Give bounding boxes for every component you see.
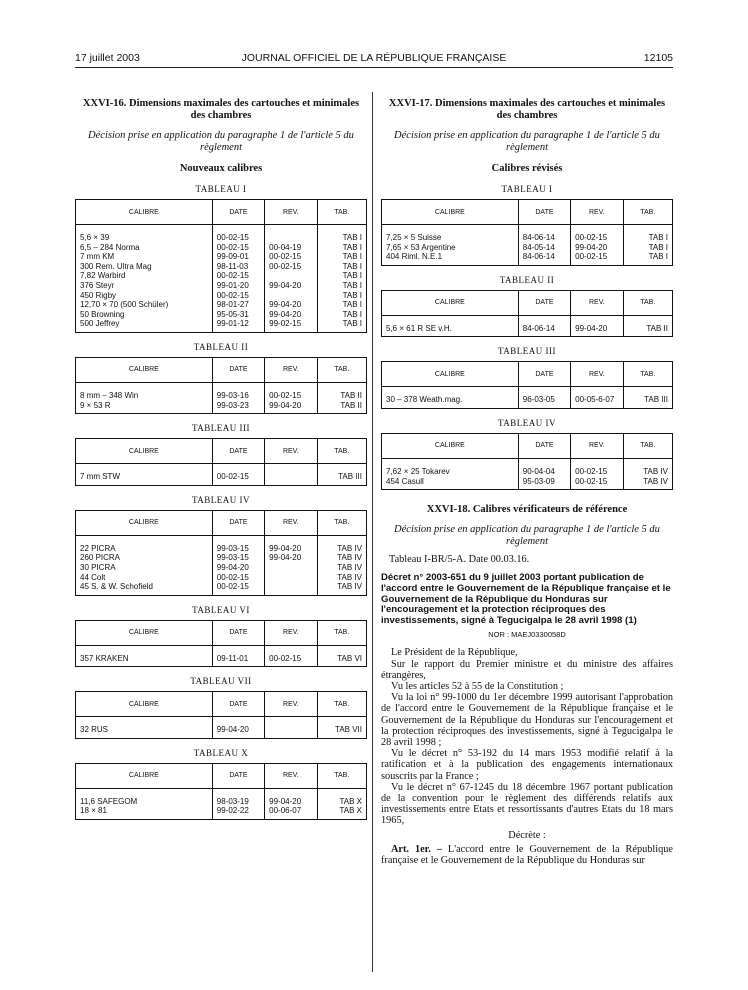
left-column: [75, 98, 367, 820]
calibre-cell: 18 × 81: [76, 806, 213, 819]
column-header-date: DATE: [212, 692, 264, 717]
calibre-cell: 30 – 378 Weath.mag.: [382, 387, 519, 409]
date-cell: 95-03-09: [518, 477, 570, 490]
column-separator: [372, 92, 373, 972]
table-row: [76, 262, 367, 272]
calibre-cell: 454 Casull: [382, 477, 519, 490]
tab-cell: TAB I: [648, 233, 668, 242]
tab-cell: TAB I: [342, 271, 362, 281]
table-header-row: [382, 433, 673, 458]
tab-cell: TAB I: [342, 300, 362, 310]
table-row: [76, 401, 367, 414]
calibre-cell: 300 Rem. Ultra Mag: [76, 262, 213, 272]
column-header-tab: TAB.: [317, 200, 366, 225]
date-cell: 99-03-23: [212, 401, 264, 414]
tab-cell: TAB I: [342, 319, 362, 329]
table-header-row: [76, 692, 367, 717]
rev-cell: [265, 271, 317, 281]
decree-paragraph: Vu les articles 52 à 55 de la Constitution ;: [391, 680, 564, 692]
date-cell: 99-01-20: [212, 281, 264, 291]
table-header-row: [76, 357, 367, 382]
table-row: [76, 788, 367, 806]
column-header-rev: REV.: [571, 362, 623, 387]
table-row: [76, 563, 367, 573]
calibre-cell: 404 Riml. N.E.1: [382, 252, 519, 265]
rev-cell: [265, 291, 317, 301]
column-header-rev: REV.: [571, 290, 623, 315]
column-header-tab: TAB.: [317, 620, 366, 645]
date-cell: 00-02-15: [212, 573, 264, 583]
table-row: [76, 717, 367, 739]
tab-cell: TAB X: [339, 806, 362, 816]
column-header-tab: TAB.: [623, 200, 672, 225]
date-cell: 00-02-15: [212, 243, 264, 253]
calibre-cell: 8 mm – 348 Win: [76, 382, 213, 400]
date-cell: 84-05-14: [518, 243, 570, 253]
column-header-date: DATE: [212, 763, 264, 788]
tab-cell: TAB I: [342, 309, 362, 319]
section-18-text: Tableau I-BR/5-A. Date 00.03.16.: [389, 554, 530, 566]
rev-cell: 99-02-15: [265, 319, 317, 332]
column-header-calibre: CALIBRE: [382, 433, 519, 458]
date-cell: 99-03-16: [212, 382, 264, 400]
column-header-date: DATE: [518, 200, 570, 225]
calibre-cell: 44 Colt: [76, 573, 213, 583]
table-header-row: [382, 362, 673, 387]
date-cell: 09-11-01: [212, 645, 264, 667]
date-cell: 99-03-15: [212, 553, 264, 563]
column-header-tab: TAB.: [317, 439, 366, 464]
rev-cell: [265, 717, 317, 739]
rev-cell: 99-04-20: [265, 281, 317, 291]
date-cell: 99-02-22: [212, 806, 264, 819]
column-header-tab: TAB.: [317, 357, 366, 382]
section-17-title: XXVI-17. Dimensions maximales des cartouches et minimales des chambres: [388, 98, 666, 121]
section-16-decision: Décision prise en application du paragraphe 1 de l'article 5 du règlement: [88, 130, 354, 153]
table-label: TABLEAU IV: [497, 417, 557, 428]
section-17-decision: Décision prise en application du paragraphe 1 de l'article 5 du règlement: [394, 130, 660, 153]
rev-cell: 00-02-15: [571, 458, 623, 476]
column-header-rev: REV.: [265, 357, 317, 382]
table-label: TABLEAU III: [191, 423, 250, 434]
tab-cell: TAB I: [342, 252, 362, 262]
table-row: [76, 382, 367, 400]
column-header-calibre: CALIBRE: [76, 692, 213, 717]
calibre-cell: 5,6 × 61 R SE v.H.: [382, 315, 519, 337]
calibre-cell: 260 PICRA: [76, 553, 213, 563]
rev-cell: 99-04-20: [265, 310, 317, 320]
rev-cell: 00-04-19: [265, 243, 317, 253]
column-header-calibre: CALIBRE: [76, 620, 213, 645]
calibre-table: [75, 199, 367, 333]
table-row: [76, 645, 367, 667]
column-header-tab: TAB.: [623, 290, 672, 315]
decree-paragraph: Vu le décret n° 53-192 du 14 mars 1953 modifié relatif à la ratification et à la publication des engagements internationaux souscrits par la France ;: [381, 748, 673, 782]
calibre-table: [75, 510, 367, 596]
calibre-cell: 7,65 × 53 Argentine: [382, 243, 519, 253]
column-header-date: DATE: [212, 620, 264, 645]
table-row: [76, 271, 367, 281]
rev-cell: 00-02-15: [265, 645, 317, 667]
tab-cell: TAB I: [342, 280, 362, 290]
article-1: [381, 844, 673, 866]
table-row: [382, 458, 673, 476]
date-cell: 99-03-15: [212, 535, 264, 553]
column-header-calibre: CALIBRE: [382, 290, 519, 315]
decrete-label: Décrète :: [508, 829, 546, 841]
date-cell: 00-02-15: [212, 271, 264, 281]
rev-cell: 00-02-15: [571, 252, 623, 265]
column-header-tab: TAB.: [623, 362, 672, 387]
column-header-date: DATE: [212, 439, 264, 464]
tab-cell: TAB IV: [643, 476, 668, 486]
table-row: [76, 319, 367, 332]
table-row: [76, 252, 367, 262]
table-row: [76, 281, 367, 291]
rev-cell: 00-02-15: [571, 225, 623, 243]
rev-cell: 99-04-20: [265, 553, 317, 563]
calibre-cell: 450 Rigby: [76, 291, 213, 301]
calibre-cell: 30 PICRA: [76, 563, 213, 573]
rev-cell: [265, 573, 317, 583]
column-header-date: DATE: [518, 290, 570, 315]
rev-cell: [265, 582, 317, 595]
column-header-calibre: CALIBRE: [382, 362, 519, 387]
tab-cell: TAB IV: [337, 582, 362, 592]
date-cell: 99-04-20: [212, 563, 264, 573]
right-column: [381, 98, 673, 866]
column-header-date: DATE: [212, 357, 264, 382]
date-cell: 00-02-15: [212, 464, 264, 486]
section-18-title: XXVI-18. Calibres vérificateurs de référence: [426, 504, 628, 516]
table-row: [382, 477, 673, 490]
column-header-calibre: CALIBRE: [76, 357, 213, 382]
calibre-table: [75, 438, 367, 486]
calibre-cell: 6,5 – 284 Norma: [76, 243, 213, 253]
tab-cell: TAB IV: [337, 553, 362, 563]
date-cell: 99-01-12: [212, 319, 264, 332]
date-cell: 95-05-31: [212, 310, 264, 320]
table-label: TABLEAU I: [195, 184, 247, 194]
date-cell: 90-04-04: [518, 458, 570, 476]
calibre-cell: 5,6 × 39: [76, 225, 213, 243]
tab-cell: TAB I: [342, 233, 362, 242]
right-tables: [381, 184, 673, 490]
section-16-title: XXVI-16. Dimensions maximales des cartouches et minimales des chambres: [82, 98, 360, 121]
tab-cell: TAB I: [648, 242, 668, 252]
calibre-cell: 7 mm KM: [76, 252, 213, 262]
table-row: [76, 310, 367, 320]
table-header-row: [76, 620, 367, 645]
calibre-table: [381, 199, 673, 266]
calibre-cell: 50 Browning: [76, 310, 213, 320]
table-header-row: [76, 763, 367, 788]
table-row: [382, 387, 673, 409]
column-header-rev: REV.: [265, 692, 317, 717]
calibre-cell: 7,25 × 5 Suisse: [382, 225, 519, 243]
column-header-tab: TAB.: [317, 763, 366, 788]
date-cell: 84-06-14: [518, 225, 570, 243]
tab-cell: TAB II: [340, 390, 362, 400]
tab-cell: TAB IV: [337, 562, 362, 572]
table-row: [76, 464, 367, 486]
rev-cell: 99-04-20: [571, 243, 623, 253]
column-header-rev: REV.: [265, 200, 317, 225]
decree-title: Décret n° 2003-651 du 9 juillet 2003 portant publication de l'accord entre le Gouvernement de la République française et le Gouvernement de la République du Honduras sur l'encouragement et la protection réciproques des investissements, signé à Tegucigalpa le 28 avril 1998 (1): [381, 572, 671, 626]
decree-paragraph: Vu le décret n° 67-1245 du 18 décembre 1967 portant publication de la convention pour le règlement des différends relatifs aux investissements entre Etats et ressortissants d'autres Etats du 18 mars 1965,: [381, 781, 673, 827]
date-cell: 84-06-14: [518, 315, 570, 337]
table-row: [382, 243, 673, 253]
header-rule: [75, 67, 673, 68]
column-header-date: DATE: [518, 362, 570, 387]
calibre-table: [75, 620, 367, 668]
rev-cell: 99-04-20: [265, 535, 317, 553]
article-1-text: L'accord entre le Gouvernement de la République française et le Gouvernement de la République du Honduras sur: [381, 843, 673, 866]
tab-cell: TAB III: [338, 472, 362, 482]
table-row: [76, 535, 367, 553]
table-row: [76, 582, 367, 595]
table-label: TABLEAU VI: [192, 604, 250, 615]
calibre-cell: 376 Steyr: [76, 281, 213, 291]
table-label: TABLEAU III: [497, 346, 556, 357]
tab-cell: TAB IV: [337, 572, 362, 582]
tab-cell: TAB I: [342, 242, 362, 252]
tab-cell: TAB I: [648, 252, 668, 262]
table-header-row: [382, 290, 673, 315]
calibre-table: [381, 290, 673, 338]
rev-cell: 00-02-15: [571, 477, 623, 490]
table-header-row: [76, 510, 367, 535]
section-16-subtitle: Nouveaux calibres: [179, 163, 263, 174]
date-cell: 00-02-15: [212, 582, 264, 595]
date-cell: 98-03-19: [212, 788, 264, 806]
column-header-tab: TAB.: [317, 510, 366, 535]
table-header-row: [76, 200, 367, 225]
rev-cell: 99-04-20: [265, 788, 317, 806]
column-header-tab: TAB.: [623, 433, 672, 458]
table-label: TABLEAU II: [499, 274, 555, 285]
article-1-label: Art. 1er. –: [391, 843, 442, 855]
calibre-cell: 9 × 53 R: [76, 401, 213, 414]
table-row: [76, 225, 367, 243]
table-label: TABLEAU VII: [190, 676, 252, 687]
calibre-cell: 500 Jeffrey: [76, 319, 213, 332]
date-cell: 98-11-03: [212, 262, 264, 272]
calibre-cell: 32 RUS: [76, 717, 213, 739]
page-number: 12105: [643, 52, 673, 64]
table-row: [76, 553, 367, 563]
calibre-table: [381, 361, 673, 409]
column-header-calibre: CALIBRE: [76, 510, 213, 535]
calibre-cell: 11,6 SAFEGOM: [76, 788, 213, 806]
table-row: [76, 573, 367, 583]
header-date: 17 juillet 2003: [75, 52, 140, 64]
decree-body: [381, 647, 673, 826]
tab-cell: TAB VI: [337, 653, 362, 663]
calibre-cell: 22 PICRA: [76, 535, 213, 553]
rev-cell: 00-06-07: [265, 806, 317, 819]
table-row: [382, 315, 673, 337]
table-label: TABLEAU I: [501, 184, 553, 194]
rev-cell: 99-04-20: [265, 300, 317, 310]
table-label: TABLEAU IV: [191, 494, 251, 505]
section-17-subtitle: Calibres révisés: [491, 163, 563, 174]
column-header-date: DATE: [212, 510, 264, 535]
rev-cell: 00-02-15: [265, 252, 317, 262]
tab-cell: TAB X: [339, 796, 362, 806]
calibre-table: [75, 357, 367, 414]
tab-cell: TAB IV: [337, 543, 362, 553]
tab-cell: TAB II: [340, 400, 362, 410]
rev-cell: 00-05-6-07: [571, 387, 623, 409]
date-cell: 00-02-15: [212, 225, 264, 243]
date-cell: 00-02-15: [212, 291, 264, 301]
column-header-rev: REV.: [571, 200, 623, 225]
calibre-cell: 7,82 Warbird: [76, 271, 213, 281]
left-tables: [75, 184, 367, 820]
decree-paragraph: Sur le rapport du Premier ministre et du ministre des affaires étrangères,: [381, 658, 673, 681]
rev-cell: 00-02-15: [265, 382, 317, 400]
column-header-date: DATE: [212, 200, 264, 225]
column-header-rev: REV.: [265, 620, 317, 645]
table-row: [76, 806, 367, 819]
date-cell: 84-06-14: [518, 252, 570, 265]
table-header-row: [76, 439, 367, 464]
column-header-calibre: CALIBRE: [76, 200, 213, 225]
tab-cell: TAB III: [644, 395, 668, 405]
calibre-cell: 12,70 × 70 (500 Schüler): [76, 300, 213, 310]
column-header-calibre: CALIBRE: [76, 439, 213, 464]
rev-cell: [265, 563, 317, 573]
table-row: [382, 252, 673, 265]
column-header-rev: REV.: [265, 510, 317, 535]
decree-paragraph: Vu la loi n° 99-1000 du 1er décembre 1999 autorisant l'approbation de l'accord entre le Gouvernement de la République française et le Gouvernement de la République du Honduras sur l'encouragement et la protection réciproques des investissements, signé à Tegucigalpa le 28 avril 1998 ;: [381, 692, 673, 748]
tab-cell: TAB IV: [643, 466, 668, 476]
column-header-rev: REV.: [265, 763, 317, 788]
rev-cell: [265, 464, 317, 486]
table-row: [382, 225, 673, 243]
column-header-date: DATE: [518, 433, 570, 458]
date-cell: 99-09-01: [212, 252, 264, 262]
calibre-table: [381, 433, 673, 490]
table-row: [76, 300, 367, 310]
date-cell: 99-04-20: [212, 717, 264, 739]
date-cell: 96-03-05: [518, 387, 570, 409]
decree-paragraph: Le Président de la République,: [391, 647, 518, 659]
calibre-table: [75, 691, 367, 739]
table-row: [76, 243, 367, 253]
calibre-table: [75, 763, 367, 820]
table-header-row: [382, 200, 673, 225]
calibre-cell: 45 S. & W. Schofield: [76, 582, 213, 595]
tab-cell: TAB I: [342, 290, 362, 300]
column-header-rev: REV.: [265, 439, 317, 464]
journal-title: JOURNAL OFFICIEL DE LA RÉPUBLIQUE FRANÇAISE: [241, 52, 507, 64]
column-header-calibre: CALIBRE: [382, 200, 519, 225]
calibre-cell: 357 KRAKEN: [76, 645, 213, 667]
tab-cell: TAB I: [342, 261, 362, 271]
calibre-cell: 7,62 × 25 Tokarev: [382, 458, 519, 476]
date-cell: 98-01-27: [212, 300, 264, 310]
table-label: TABLEAU II: [193, 341, 249, 352]
nor-reference: NOR : MAEJ0330058D: [488, 630, 566, 640]
rev-cell: [265, 225, 317, 243]
section-18-decision: Décision prise en application du paragraphe 1 de l'article 5 du règlement: [394, 524, 660, 548]
rev-cell: 99-04-20: [265, 401, 317, 414]
table-row: [76, 291, 367, 301]
calibre-cell: 7 mm STW: [76, 464, 213, 486]
rev-cell: 00-02-15: [265, 262, 317, 272]
tab-cell: TAB VII: [335, 725, 362, 735]
tab-cell: TAB II: [646, 323, 668, 333]
column-header-tab: TAB.: [317, 692, 366, 717]
table-label: TABLEAU X: [193, 747, 249, 758]
rev-cell: 99-04-20: [571, 315, 623, 337]
column-header-calibre: CALIBRE: [76, 763, 213, 788]
column-header-rev: REV.: [571, 433, 623, 458]
